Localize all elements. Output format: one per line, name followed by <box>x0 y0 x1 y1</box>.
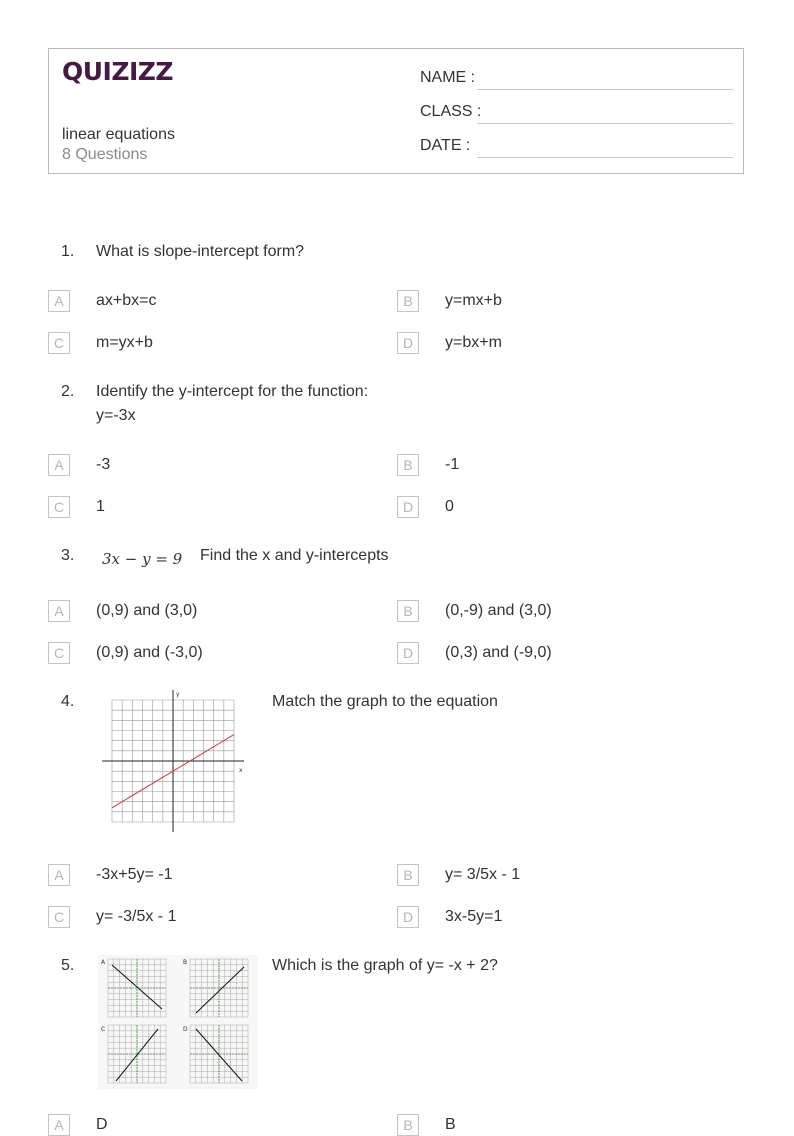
q2-option-c-text: 1 <box>96 498 105 515</box>
name-label: NAME : <box>420 69 476 86</box>
question-2-text-line1: Identify the y-intercept for the function: <box>96 383 369 400</box>
graph-x-axis-label: x <box>239 767 243 774</box>
question-5-number: 5. <box>61 957 75 974</box>
q5-option-a-box[interactable]: A <box>48 1114 70 1136</box>
q2-option-d-text: 0 <box>445 498 454 515</box>
q1-option-d-text: y=bx+m <box>445 334 502 351</box>
quizizz-logo: QUIZIZZ <box>62 57 174 86</box>
q4-option-b-text: y= 3/5x - 1 <box>445 866 521 883</box>
q1-option-b-text: y=mx+b <box>445 292 502 309</box>
question-3-number: 3. <box>61 547 75 564</box>
q1-option-c-text: m=yx+b <box>96 334 153 351</box>
worksheet-header <box>48 48 744 174</box>
question-3-equation: 3x − y = 9 <box>102 550 183 568</box>
date-input-line[interactable] <box>477 157 733 158</box>
q1-option-a-box[interactable]: A <box>48 290 70 312</box>
class-input-line[interactable] <box>477 123 733 124</box>
q4-option-d-box[interactable]: D <box>397 906 419 928</box>
q2-option-c-box[interactable]: C <box>48 496 70 518</box>
q2-option-a-box[interactable]: A <box>48 454 70 476</box>
q5-option-b-text: B <box>445 1116 456 1133</box>
panel-c-label: C <box>101 1026 106 1033</box>
q4-option-b-box[interactable]: B <box>397 864 419 886</box>
name-input-line[interactable] <box>477 89 733 90</box>
q5-option-a-text: D <box>96 1116 108 1133</box>
question-4-graph <box>100 688 248 834</box>
question-4-number: 4. <box>61 693 75 710</box>
date-label: DATE : <box>420 137 471 154</box>
q2-option-d-box[interactable]: D <box>397 496 419 518</box>
q1-option-b-box[interactable]: B <box>397 290 419 312</box>
q4-option-a-text: -3x+5y= -1 <box>96 866 173 883</box>
q4-option-c-box[interactable]: C <box>48 906 70 928</box>
panel-d-label: D <box>183 1026 188 1033</box>
q4-option-d-text: 3x-5y=1 <box>445 908 503 925</box>
question-4-text: Match the graph to the equation <box>272 693 498 710</box>
question-2-text-line2: y=-3x <box>96 407 136 424</box>
q3-option-a-box[interactable]: A <box>48 600 70 622</box>
panels-background <box>98 955 258 1089</box>
q3-option-c-text: (0,9) and (-3,0) <box>96 644 203 661</box>
q3-option-a-text: (0,9) and (3,0) <box>96 602 198 619</box>
question-1-text: What is slope-intercept form? <box>96 243 305 260</box>
q5-option-b-box[interactable]: B <box>397 1114 419 1136</box>
class-label: CLASS : <box>420 103 482 120</box>
question-5-graph-panels <box>98 955 258 1089</box>
q1-option-c-box[interactable]: C <box>48 332 70 354</box>
q4-option-a-box[interactable]: A <box>48 864 70 886</box>
q3-option-d-box[interactable]: D <box>397 642 419 664</box>
q3-option-c-box[interactable]: C <box>48 642 70 664</box>
worksheet-title: linear equations <box>62 126 175 143</box>
q3-option-b-box[interactable]: B <box>397 600 419 622</box>
question-2-number: 2. <box>61 383 75 400</box>
q1-option-d-box[interactable]: D <box>397 332 419 354</box>
q2-option-b-text: -1 <box>445 456 460 473</box>
question-count: 8 Questions <box>62 146 148 163</box>
panel-a-label: A <box>101 959 106 966</box>
q3-option-d-text: (0,3) and (-9,0) <box>445 644 552 661</box>
question-3-text: Find the x and y-intercepts <box>200 547 389 564</box>
q4-option-c-text: y= -3/5x - 1 <box>96 908 177 925</box>
q2-option-b-box[interactable]: B <box>397 454 419 476</box>
graph-y-axis-label: y <box>176 691 180 698</box>
q1-option-a-text: ax+bx=c <box>96 292 157 309</box>
q3-option-b-text: (0,-9) and (3,0) <box>445 602 552 619</box>
question-1-number: 1. <box>61 243 75 260</box>
question-5-text: Which is the graph of y= -x + 2? <box>272 957 498 974</box>
q2-option-a-text: -3 <box>96 456 111 473</box>
panel-b-label: B <box>183 959 188 966</box>
